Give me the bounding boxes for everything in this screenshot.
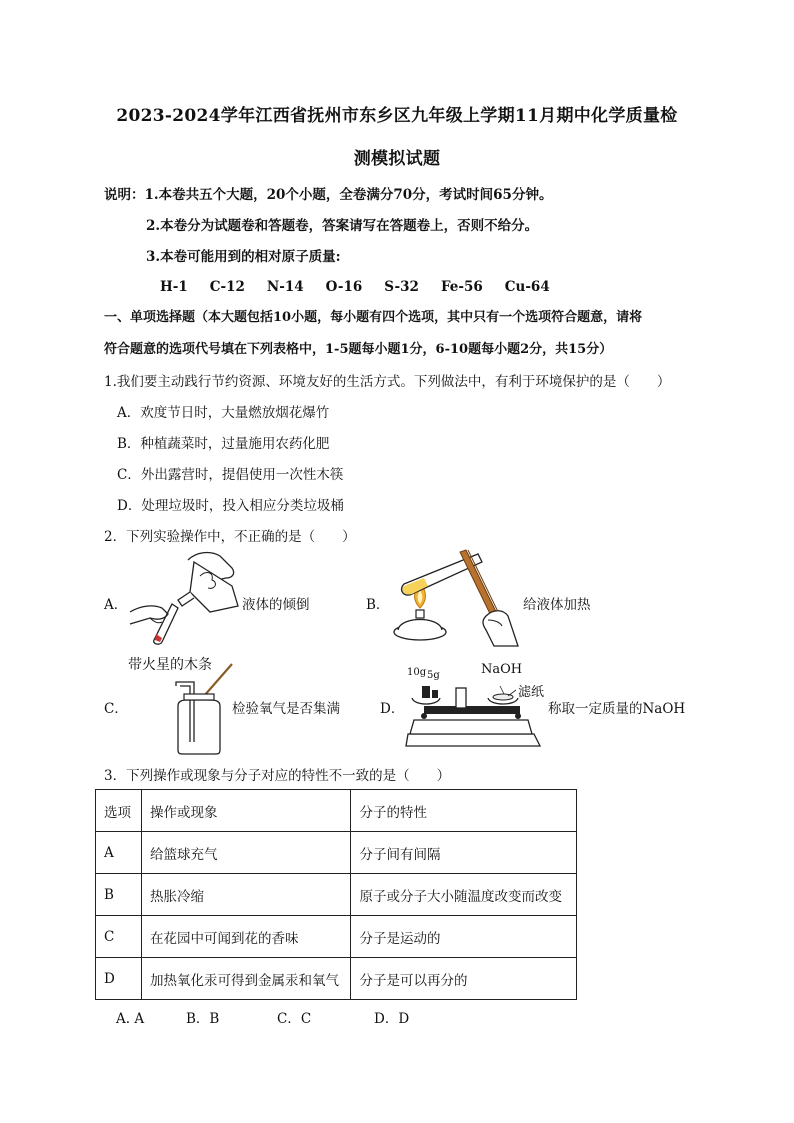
instruction-note-1: 说明：1.本卷共五个大题，20个小题，全卷满分70分，考试时间65分钟。 [104, 187, 553, 203]
answer-option-b: B．B [186, 1011, 220, 1027]
atomic-mass-list [160, 276, 572, 295]
question-2-option-c-caption: 检验氧气是否集满 [232, 701, 340, 717]
question-2-option-c-letter: C． [104, 701, 128, 717]
table-header-cell: 选项 [96, 790, 142, 832]
question-2-option-b-letter: B． [366, 597, 390, 613]
pouring-liquid-illustration [128, 548, 248, 648]
weight-10g-label: 10g [407, 667, 427, 678]
table-cell: B [96, 874, 142, 916]
question-1-option-a: A．欢度节日时，大量燃放烟花爆竹 [117, 405, 330, 421]
atomic-mass-item: C-12 [209, 279, 245, 295]
table-cell: 分子是可以再分的 [351, 958, 577, 1000]
weight-5g-label: 5g [427, 670, 440, 681]
answer-option-d: D．D [374, 1011, 410, 1027]
question-3-answer-options [116, 1007, 409, 1027]
question-3-stem: 3．下列操作或现象与分子对应的特性不一致的是（ ） [104, 768, 451, 784]
table-header-cell: 分子的特性 [351, 790, 577, 832]
question-2-option-d-caption: 称取一定质量的NaOH [548, 701, 686, 717]
question-2-option-a-letter: A． [104, 597, 128, 613]
table-row [96, 874, 577, 916]
answer-option-a: A. A [116, 1011, 145, 1027]
table-cell: D [96, 958, 142, 1000]
question-3-table [95, 789, 577, 1000]
question-1-option-d: D．处理垃圾时，投入相应分类垃圾桶 [117, 498, 344, 514]
question-1-option-b: B．种植蔬菜时，过量施用农药化肥 [117, 436, 330, 452]
table-cell: 分子是运动的 [351, 916, 577, 958]
gas-collection-bottle-illustration [170, 662, 240, 756]
table-row [96, 916, 577, 958]
table-header-cell: 操作或现象 [141, 790, 351, 832]
atomic-mass-item: S-32 [384, 279, 419, 295]
table-cell: A [96, 832, 142, 874]
table-cell: 在花园中可闻到花的香味 [141, 916, 351, 958]
table-header-row [96, 790, 577, 832]
question-2-stem: 2．下列实验操作中，不正确的是（ ） [104, 529, 356, 545]
atomic-mass-item: N-14 [266, 279, 304, 295]
table-cell: 给篮球充气 [141, 832, 351, 874]
question-2-option-a-caption: 液体的倾倒 [242, 597, 310, 613]
section-heading-line2: 符合题意的选项代号填在下列表格中，1-5题每小题1分，6-10题每小题2分，共15分） [104, 342, 613, 357]
heating-liquid-illustration [390, 550, 522, 646]
question-2-option-d-letter: D． [380, 701, 405, 717]
table-cell: 分子间有间隔 [351, 832, 577, 874]
atomic-mass-item: H-1 [160, 279, 188, 295]
table-row [96, 832, 577, 874]
question-1-stem: 1.我们要主动践行节约资源、环境友好的生活方式。下列做法中，有利于环境保护的是（ ） [104, 374, 671, 390]
naoh-label: NaOH [481, 662, 523, 677]
atomic-mass-item: O-16 [325, 279, 363, 295]
instruction-note-3: 3.本卷可能用到的相对原子质量: [146, 249, 341, 265]
atomic-mass-item: Cu-64 [504, 279, 550, 295]
glowing-splint-label: 带火星的木条 [128, 657, 212, 673]
table-row [96, 958, 577, 1000]
question-1-option-c: C．外出露营时，提倡使用一次性木筷 [117, 467, 344, 483]
table-cell: 热胀冷缩 [141, 874, 351, 916]
table-cell: 原子或分子大小随温度改变而改变 [351, 874, 577, 916]
question-2-option-b-caption: 给液体加热 [523, 597, 591, 613]
page-title-line1: 2023-2024学年江西省抚州市东乡区九年级上学期11月期中化学质量检 [116, 106, 678, 126]
filter-paper-label: 滤纸 [518, 685, 545, 700]
page-title-line2: 测模拟试题 [353, 149, 441, 169]
table-cell: 加热氧化汞可得到金属汞和氧气 [141, 958, 351, 1000]
section-heading-line1: 一、单项选择题（本大题包括10小题，每小题有四个选项，其中只有一个选项符合题意，请将 [104, 310, 643, 325]
instruction-note-2: 2.本卷分为试题卷和答题卷，答案请写在答题卷上，否则不给分。 [146, 218, 539, 234]
atomic-mass-item: Fe-56 [440, 279, 483, 295]
table-cell: C [96, 916, 142, 958]
answer-option-c: C．C [277, 1011, 312, 1027]
